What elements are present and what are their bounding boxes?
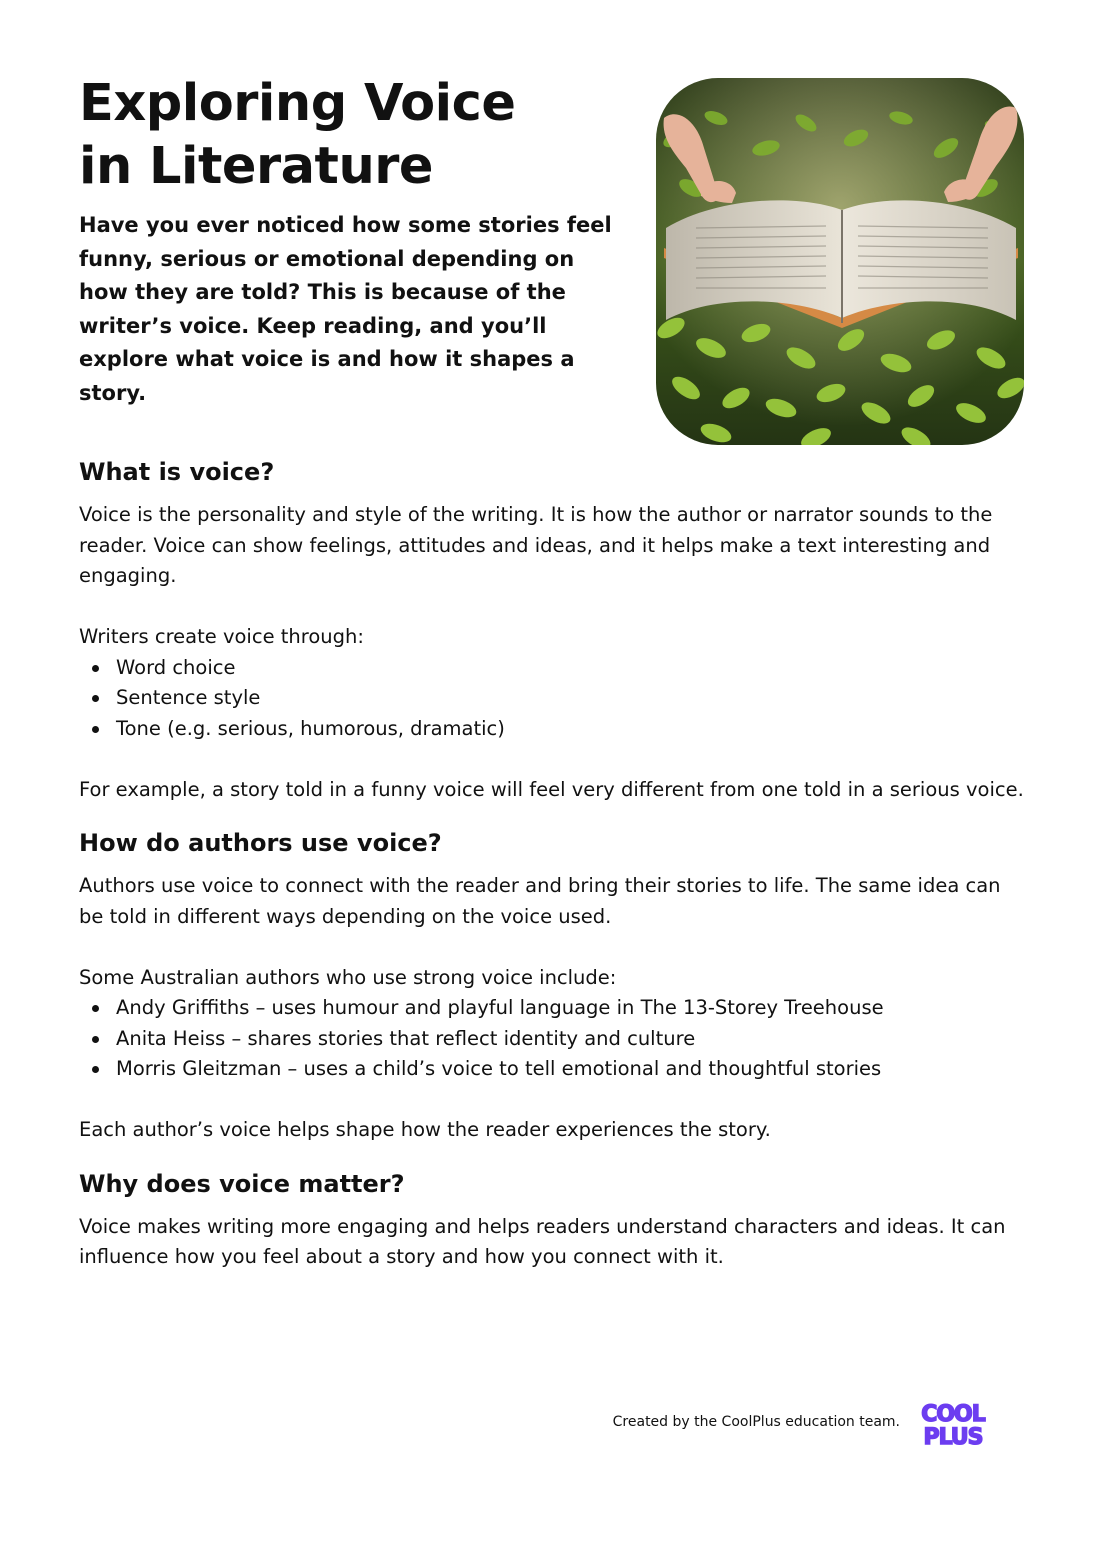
section-heading: Why does voice matter? <box>79 1169 405 1198</box>
bullet-list <box>79 993 1024 1085</box>
section-why-voice-matters <box>79 1168 1024 1273</box>
list-item: Tone (e.g. serious, humorous, dramatic) <box>116 714 1024 745</box>
intro-paragraph: Have you ever noticed how some stories feel funny, serious or emotional depending on how they are told? This is because of the writer’s voice. Keep reading, and you’ll explore what voice is and how it shapes a story. <box>79 213 612 405</box>
logo-line-2: PLUS <box>923 1425 983 1448</box>
list-item: Andy Griffiths – uses humour and playful language in The 13-Storey Treehouse <box>116 993 1024 1024</box>
section-paragraph: Authors use voice to connect with the reader and bring their stories to life. The same idea can be told in different ways depending on the voice used. <box>79 874 1001 928</box>
section-paragraph: Each author’s voice helps shape how the reader experiences the story. <box>79 1118 771 1141</box>
section-paragraph: For example, a story told in a funny voice will feel very different from one told in a serious voice. <box>79 777 1024 801</box>
footer <box>560 1398 1000 1448</box>
page-title-line-1: Exploring Voice <box>79 74 516 133</box>
section-how-authors-use-voice <box>79 827 1024 1146</box>
list-intro: Writers create voice through: <box>79 625 364 648</box>
coolplus-logo <box>915 1398 991 1448</box>
section-heading: What is voice? <box>79 458 275 486</box>
section-paragraph: Voice is the personality and style of the writing. It is how the author or narrator sounds to the reader. Voice can show feelings, attitudes and ideas, and it helps make a text interesting and engaging. <box>79 503 993 587</box>
section-what-is-voice <box>79 456 1024 805</box>
list-item: Morris Gleitzman – uses a child’s voice to tell emotional and thoughtful stories <box>116 1054 1024 1085</box>
bullet-list <box>79 653 1024 745</box>
logo-line-1: COOL <box>921 1402 985 1427</box>
credit-text: Created by the CoolPlus education team. <box>612 1414 900 1430</box>
list-item: Anita Heiss – shares stories that reflect identity and culture <box>116 1024 1024 1055</box>
main-content <box>79 456 1024 1295</box>
list-item: Word choice <box>116 653 1024 684</box>
list-intro: Some Australian authors who use strong voice include: <box>79 965 617 989</box>
page-title <box>79 72 639 198</box>
page-title-line-2: in Literature <box>79 137 433 196</box>
list-item: Sentence style <box>116 683 1024 714</box>
section-heading: How do authors use voice? <box>79 829 442 857</box>
open-book-photo <box>656 78 1024 445</box>
section-paragraph: Voice makes writing more engaging and helps readers understand characters and ideas. It can influence how you feel about a story and how you connect with it. <box>79 1214 1006 1268</box>
